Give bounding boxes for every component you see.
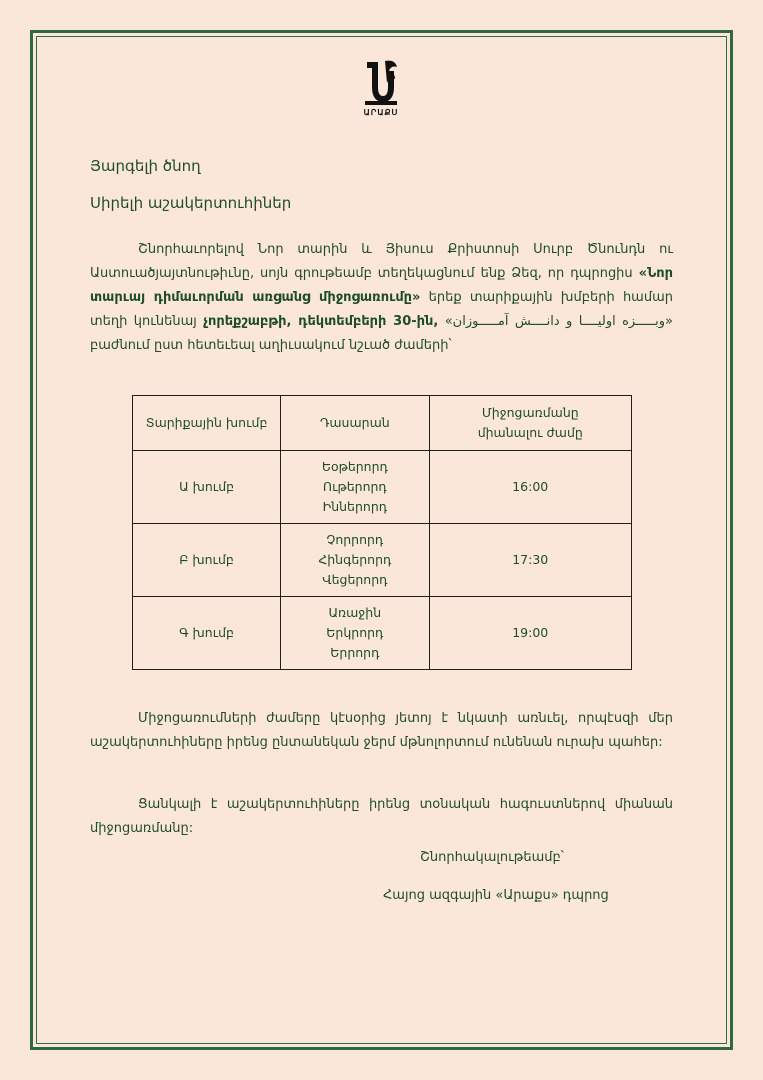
greeting-students: Սիրելի աշակերտուհիներ bbox=[90, 194, 292, 212]
intro-text-3: «وبـــــزه اولیــــا و دانــــش آمـــــوزان» բաժնում ըստ հետեւեալ աղիւսակում նշւած ժամերի՝ bbox=[90, 314, 674, 353]
table-header-row bbox=[133, 396, 632, 451]
classes-cell: Եօթերորդ Ութերորդ Իններորդ bbox=[281, 451, 429, 524]
header-class: Դասարան bbox=[281, 396, 429, 451]
note-paragraph-times: Միջոցառումների ժամերը կէսօրից յետոյ է նկատի առնւել, որպէսզի մեր աշակերտուհիները իրենց ընտանեկան ջերմ մթնոլորտում ունենան ուրախ պահեր: bbox=[90, 711, 673, 750]
intro-paragraph bbox=[90, 238, 673, 358]
header-join-time: Միջոցառմանը միանալու ժամը bbox=[429, 396, 631, 451]
logo-emblem-icon bbox=[361, 57, 401, 107]
logo-text: ԱՐԱՔՍ bbox=[363, 108, 399, 117]
time-cell: 17:30 bbox=[429, 524, 631, 597]
time-cell: 16:00 bbox=[429, 451, 631, 524]
schedule-table bbox=[132, 395, 632, 670]
group-cell: Ա խումբ bbox=[133, 451, 281, 524]
intro-text-2: երեք տարիքային խմբերի համար տեղի կունենայ bbox=[90, 290, 673, 329]
group-cell: Բ խումբ bbox=[133, 524, 281, 597]
event-date: չորեքշաբթի, դեկտեմբերի 30-ին, bbox=[203, 314, 439, 329]
table-row bbox=[133, 451, 632, 524]
header-age-group: Տարիքային խումբ bbox=[133, 396, 281, 451]
closing-thanks: Շնորհակալութեամբ՝ bbox=[420, 850, 564, 865]
classes-cell: Չորրորդ Հինգերորդ Վեցերորդ bbox=[281, 524, 429, 597]
group-cell: Գ խումբ bbox=[133, 597, 281, 670]
intro-text-1: Շնորհաւորելով Նոր տարին և Յիսուս Քրիստոսի Սուրբ Ծնունդն ու Աստուածյայտնութիւնը, սոյն գրութեամբ տեղեկացնում ենք Ձեզ, որ դպրոցիս bbox=[90, 242, 673, 281]
closing-signature: Հայոց ազգային «Արաքս» դպրոց bbox=[383, 888, 609, 903]
note-paragraph-attire: Ցանկալի է աշակերտուհիները իրենց տօնական հագուստներով միանան միջոցառմանը: bbox=[90, 797, 673, 836]
table-row bbox=[133, 597, 632, 670]
time-cell: 19:00 bbox=[429, 597, 631, 670]
greeting-parent: Յարգելի ծնող bbox=[90, 157, 201, 175]
school-logo bbox=[358, 57, 404, 121]
classes-cell: Առաջին Երկրորդ Երրորդ bbox=[281, 597, 429, 670]
table-row bbox=[133, 524, 632, 597]
event-name: «Նոր տարւայ դիմաւորման առցանց միջոցառումը» bbox=[90, 266, 673, 305]
